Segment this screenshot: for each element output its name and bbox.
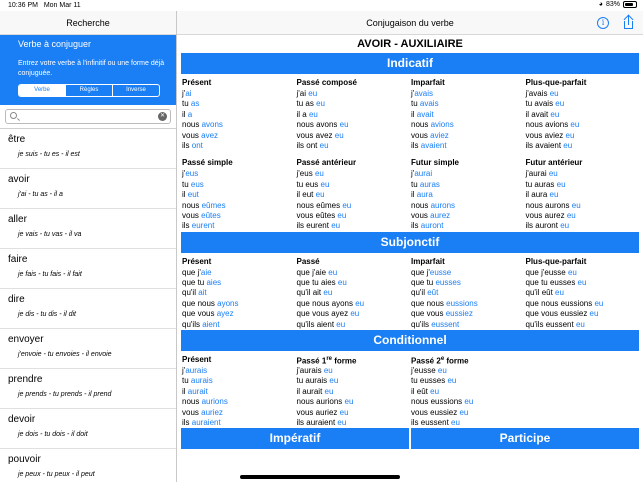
conjugation-line: il aura eu: [525, 190, 559, 200]
sidebar-heading: Verbe à conjuguer: [18, 39, 92, 49]
conjugation-line: que vous ayez: [182, 309, 234, 319]
sidebar-header-panel: [0, 35, 176, 105]
conjugation-line: que tu aies eu: [296, 278, 347, 288]
conjugation-line: que tu aies: [182, 278, 222, 288]
tense-row: [181, 155, 639, 231]
conjugation-line: vous eûtes: [182, 210, 221, 220]
verb-title: AVOIR - AUXILIAIRE: [357, 38, 463, 50]
tense-name: Passé composé: [296, 78, 357, 87]
conjugation-line: qu'ils eussent: [411, 319, 460, 329]
conjugation-line: ils auront eu: [525, 221, 570, 231]
conjugation-line: nous aurons eu: [525, 200, 581, 210]
verb-preview: je fais - tu fais - il fait: [18, 271, 82, 278]
conjugation-line: il a eu: [296, 109, 318, 119]
tense-block: [296, 75, 411, 151]
conjugation-line: j'aurais eu: [296, 366, 333, 376]
verb-preview: je vais - tu vas - il va: [18, 231, 82, 238]
conjugation-line: ils eurent eu: [296, 221, 341, 231]
bottom-sections: [181, 428, 639, 450]
conjugation-line: tu eus: [182, 179, 204, 189]
tense-block: [181, 352, 296, 428]
verb-infinitive: avoir: [8, 174, 30, 185]
conjugation-line: tu auras: [411, 179, 440, 189]
conjugation-line: ils eurent: [182, 221, 215, 231]
tense-block: [296, 155, 411, 231]
tense-name: Passé 2e forme: [411, 356, 469, 366]
conjugation-line: nous eûmes: [182, 200, 226, 210]
conjugation-line: il aurait: [182, 386, 208, 396]
conjugation-line: ils ont eu: [296, 140, 329, 150]
section-indicatif[interactable]: Indicatif: [181, 53, 639, 74]
section-imperatif[interactable]: Impératif: [181, 428, 409, 449]
conjugation-line: nous aurions: [182, 397, 228, 407]
tense-block: [410, 155, 525, 231]
conjugation-line: j'avais: [411, 89, 433, 98]
conjugation-line: vous aurez eu: [525, 210, 576, 220]
conjugation-line: qu'ils eussent eu: [525, 319, 585, 329]
conjugation-line: vous aurez: [411, 210, 451, 220]
wifi-icon: ◕: [598, 1, 603, 8]
tense-block: [410, 352, 525, 428]
tense-block: [525, 155, 640, 231]
tense-block: [296, 352, 411, 428]
conjugation-line: il aurait eu: [296, 386, 334, 396]
tense-row: [181, 75, 639, 151]
conjugation-line: tu eusses eu: [411, 376, 457, 386]
conjugation-content: [177, 35, 643, 450]
conjugation-line: qu'ils aient eu: [296, 319, 346, 329]
conjugation-line: tu auras eu: [525, 179, 566, 189]
tense-block: [181, 75, 296, 151]
tense-name: Présent: [182, 355, 212, 365]
verb-preview: je dois - tu dois - il doit: [18, 431, 88, 438]
conjugation-line: que j'aie eu: [296, 267, 338, 277]
conjugation-line: j'ai: [182, 89, 192, 98]
search-bar: [0, 105, 176, 129]
conjugation-line: vous eussiez eu: [411, 407, 469, 417]
conjugation-line: j'aurais: [182, 366, 208, 376]
tense-block: [181, 254, 296, 330]
conjugation-line: qu'il ait: [182, 288, 207, 298]
conjugation-line: ils auraient: [182, 417, 221, 427]
verb-infinitive: dire: [8, 294, 25, 305]
search-input[interactable]: [5, 109, 171, 124]
conjugation-line: qu'il eût: [411, 288, 439, 298]
tense-name: Imparfait: [411, 256, 445, 266]
conjugation-line: il eut: [182, 190, 199, 200]
segment-verbe[interactable]: Verbe: [19, 85, 65, 96]
sidebar-description: Entrez votre verbe à l'infinitif ou une forme déjà conjuguée.: [18, 60, 165, 77]
conjugation-line: il avait: [411, 109, 434, 119]
tense-name: Plus-que-parfait: [525, 256, 587, 266]
conjugation-line: que vous eussiez: [411, 309, 473, 319]
conjugation-line: ils avaient eu: [525, 140, 573, 150]
verb-list-item[interactable]: [0, 129, 176, 169]
tense-block: [181, 155, 296, 231]
nav-title: Conjugaison du verbe: [366, 18, 454, 28]
verb-list-item[interactable]: [0, 409, 176, 449]
conjugation-line: ils auraient eu: [296, 417, 347, 427]
conjugation-line: tu aurais eu: [296, 376, 339, 386]
conjugation-line: il aura: [411, 190, 433, 200]
tense-name: Passé 1re forme: [296, 356, 357, 366]
battery-percent: 83%: [605, 1, 620, 8]
tense-row: [181, 254, 639, 330]
tense-name: Imparfait: [411, 78, 445, 87]
verb-list: [0, 129, 176, 482]
conjugation-line: nous avions eu: [525, 120, 580, 130]
tense-name: Futur simple: [411, 158, 460, 168]
verb-infinitive: envoyer: [8, 334, 44, 345]
verb-preview: j'envoie - tu envoies - il envoie: [18, 351, 112, 358]
conjugation-line: que j'aie: [182, 267, 212, 277]
tense-name: Présent: [182, 78, 212, 87]
conjugation-line: vous auriez eu: [296, 407, 349, 417]
search-icon: [10, 112, 17, 119]
conjugation-line: que nous ayons: [182, 298, 239, 308]
conjugation-line: nous avons eu: [296, 120, 349, 130]
status-right: [599, 1, 637, 8]
verb-infinitive: aller: [8, 214, 27, 225]
conjugation-line: vous aviez: [411, 130, 449, 140]
tense-name: Plus-que-parfait: [525, 78, 587, 87]
conjugation-line: j'eus eu: [296, 169, 324, 179]
conjugation-line: il avait eu: [525, 109, 560, 119]
section-conditionnel[interactable]: Conditionnel: [181, 330, 639, 351]
mode-segmented-control: [18, 84, 160, 97]
conjugation-line: que vous ayez eu: [296, 309, 360, 319]
battery-icon: [623, 1, 637, 8]
conjugation-line: que nous eussions eu: [525, 298, 604, 308]
tense-row: [181, 352, 639, 428]
conjugation-line: vous auriez: [182, 407, 223, 417]
nav-bar: [177, 11, 643, 35]
conjugation-line: ils avaient: [411, 140, 447, 150]
section-subjonctif[interactable]: Subjonctif: [181, 232, 639, 253]
verb-preview: j'ai - tu as - il a: [18, 191, 63, 198]
conjugation-line: que nous ayons eu: [296, 298, 365, 308]
conjugation-line: j'eusse eu: [411, 366, 447, 376]
conjugation-line: tu eus eu: [296, 179, 330, 189]
verb-infinitive: pouvoir: [8, 454, 41, 465]
conjugation-line: j'aurai eu: [525, 169, 558, 179]
tense-name: Passé antérieur: [296, 158, 357, 168]
conjugation-line: tu as eu: [296, 99, 325, 109]
status-time-date: 10:36 PM Mon Mar 11: [8, 2, 81, 9]
tense-name: Futur antérieur: [525, 158, 583, 168]
tense-name: Présent: [182, 256, 212, 266]
conjugation-line: que tu eusses eu: [525, 278, 587, 288]
verb-preview: je dis - tu dis - il dit: [18, 311, 76, 318]
verb-list-item[interactable]: [0, 449, 176, 482]
conjugation-line: que tu eusses: [411, 278, 461, 288]
main-panel: [177, 11, 643, 482]
verb-infinitive: être: [8, 134, 26, 145]
conjugation-line: tu aurais: [182, 376, 213, 386]
verb-preview: je peux - tu peux - il peut: [18, 471, 95, 478]
segment-inverse[interactable]: Inverse: [112, 85, 159, 96]
conjugation-line: nous avons: [182, 120, 223, 130]
home-indicator: [240, 475, 400, 479]
verb-list-item[interactable]: [0, 289, 176, 329]
conjugation-line: ils eussent eu: [411, 417, 460, 427]
conjugation-line: nous eûmes eu: [296, 200, 352, 210]
conjugation-line: ils ont: [182, 140, 203, 150]
conjugation-line: vous avez: [182, 130, 219, 140]
conjugation-line: j'avais eu: [525, 89, 559, 98]
verb-list-item[interactable]: [0, 329, 176, 369]
sidebar-title: Recherche: [0, 11, 176, 35]
info-icon[interactable]: i: [597, 17, 609, 29]
verb-infinitive: faire: [8, 254, 28, 265]
verb-preview: je suis - tu es - il est: [18, 151, 80, 158]
conjugation-line: ils auront: [411, 221, 444, 231]
tense-name: Passé simple: [182, 158, 233, 168]
verb-list-item[interactable]: [0, 369, 176, 409]
conjugation-line: nous eussions eu: [411, 397, 474, 407]
conjugation-line: j'eus: [182, 169, 199, 179]
conjugation-line: que nous eussions: [411, 298, 478, 308]
verb-list-item[interactable]: [0, 249, 176, 289]
conjugation-line: qu'il ait eu: [296, 288, 333, 298]
conjugation-line: tu avais: [411, 99, 439, 109]
conjugation-line: vous aviez eu: [525, 130, 575, 140]
conjugation-line: j'ai eu: [296, 89, 318, 98]
verb-preview: je prends - tu prends - il prend: [18, 391, 112, 398]
tense-name: Passé: [296, 256, 320, 266]
conjugation-line: vous eûtes eu: [296, 210, 347, 220]
conjugation-line: vous avez eu: [296, 130, 344, 140]
sidebar: [0, 11, 177, 482]
conjugation-line: il eut eu: [296, 190, 325, 200]
tense-block: [296, 254, 411, 330]
status-bar: [0, 0, 643, 11]
verb-infinitive: devoir: [8, 414, 36, 425]
tense-block: [525, 75, 640, 151]
verb-list-item[interactable]: [0, 169, 176, 209]
conjugation-line: que j'eusse eu: [525, 267, 577, 277]
verb-infinitive: prendre: [8, 374, 43, 385]
conjugation-line: que vous eussiez eu: [525, 309, 599, 319]
tense-block: [525, 254, 640, 330]
conjugation-line: qu'il eût eu: [525, 288, 564, 298]
share-icon[interactable]: [623, 16, 634, 29]
verb-list-item[interactable]: [0, 209, 176, 249]
clear-search-icon[interactable]: ✕: [159, 113, 166, 119]
conjugation-line: tu as: [182, 99, 200, 109]
conjugation-line: nous aurons: [411, 200, 456, 210]
conjugation-line: il eût eu: [411, 386, 440, 396]
conjugation-line: j'aurai: [411, 169, 433, 179]
tense-block: [410, 254, 525, 330]
tense-block: [410, 75, 525, 151]
conjugation-line: il a: [182, 109, 193, 119]
conjugation-line: nous avions: [411, 120, 454, 130]
conjugation-line: tu avais eu: [525, 99, 565, 109]
conjugation-line: que j'eusse: [411, 267, 452, 277]
section-participe[interactable]: Participe: [411, 428, 639, 449]
segment-regles[interactable]: Règles: [65, 85, 112, 96]
conjugation-line: nous aurions eu: [296, 397, 354, 407]
conjugation-line: qu'ils aient: [182, 319, 220, 329]
